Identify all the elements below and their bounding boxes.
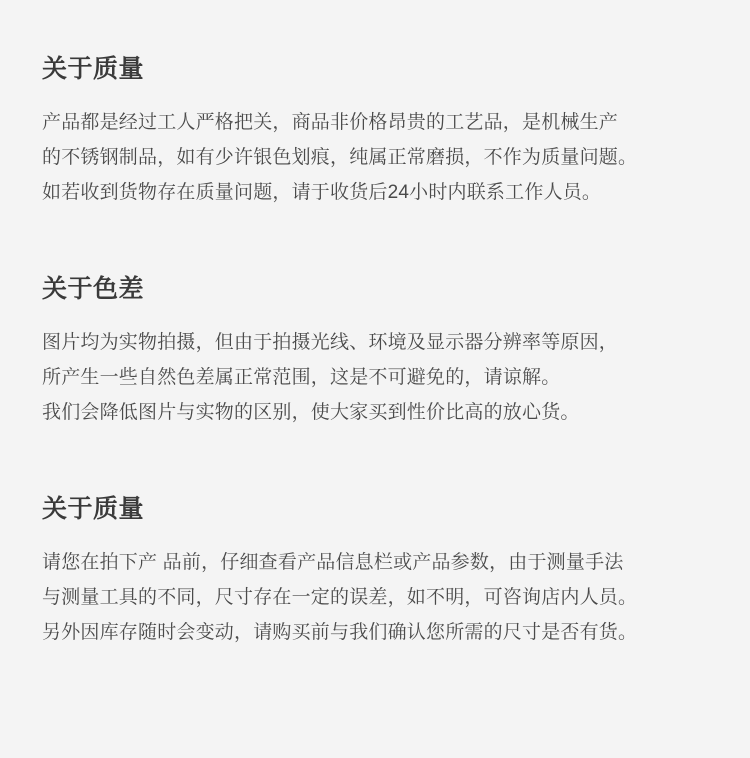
section-title: 关于质量 [42, 495, 145, 523]
section-body [42, 105, 708, 210]
body-line: 与测量工具的不同，尺寸存在一定的误差，如不明，可咨询店内人员。 [42, 587, 638, 608]
section-quality-second [42, 492, 708, 650]
body-line: 如若收到货物存在质量问题，请于收货后24小时内联系工作人员。 [42, 182, 602, 203]
section-body [42, 545, 708, 650]
section-body [42, 325, 708, 430]
body-line: 图片均为实物拍摄，但由于拍摄光线、环境及显示器分辨率等原因， [42, 332, 619, 353]
section-quality-first [42, 52, 708, 210]
section-title: 关于色差 [42, 275, 145, 303]
body-line: 产品都是经过工人严格把关，商品非价格昂贵的工艺品，是机械生产 [42, 112, 619, 133]
body-line: 我们会降低图片与实物的区别，使大家买到性价比高的放心货。 [42, 402, 580, 423]
body-line: 所产生一些自然色差属正常范围，这是不可避免的，请谅解。 [42, 367, 561, 388]
section-title: 关于质量 [42, 55, 145, 83]
body-line: 请您在拍下产 品前，仔细查看产品信息栏或产品参数，由于测量手法 [42, 552, 624, 573]
section-color-difference [42, 272, 708, 430]
body-line: 的不锈钢制品，如有少许银色划痕，纯属正常磨损，不作为质量问题。 [42, 147, 638, 168]
body-line: 另外因库存随时会变动，请购买前与我们确认您所需的尺寸是否有货。 [42, 622, 638, 643]
